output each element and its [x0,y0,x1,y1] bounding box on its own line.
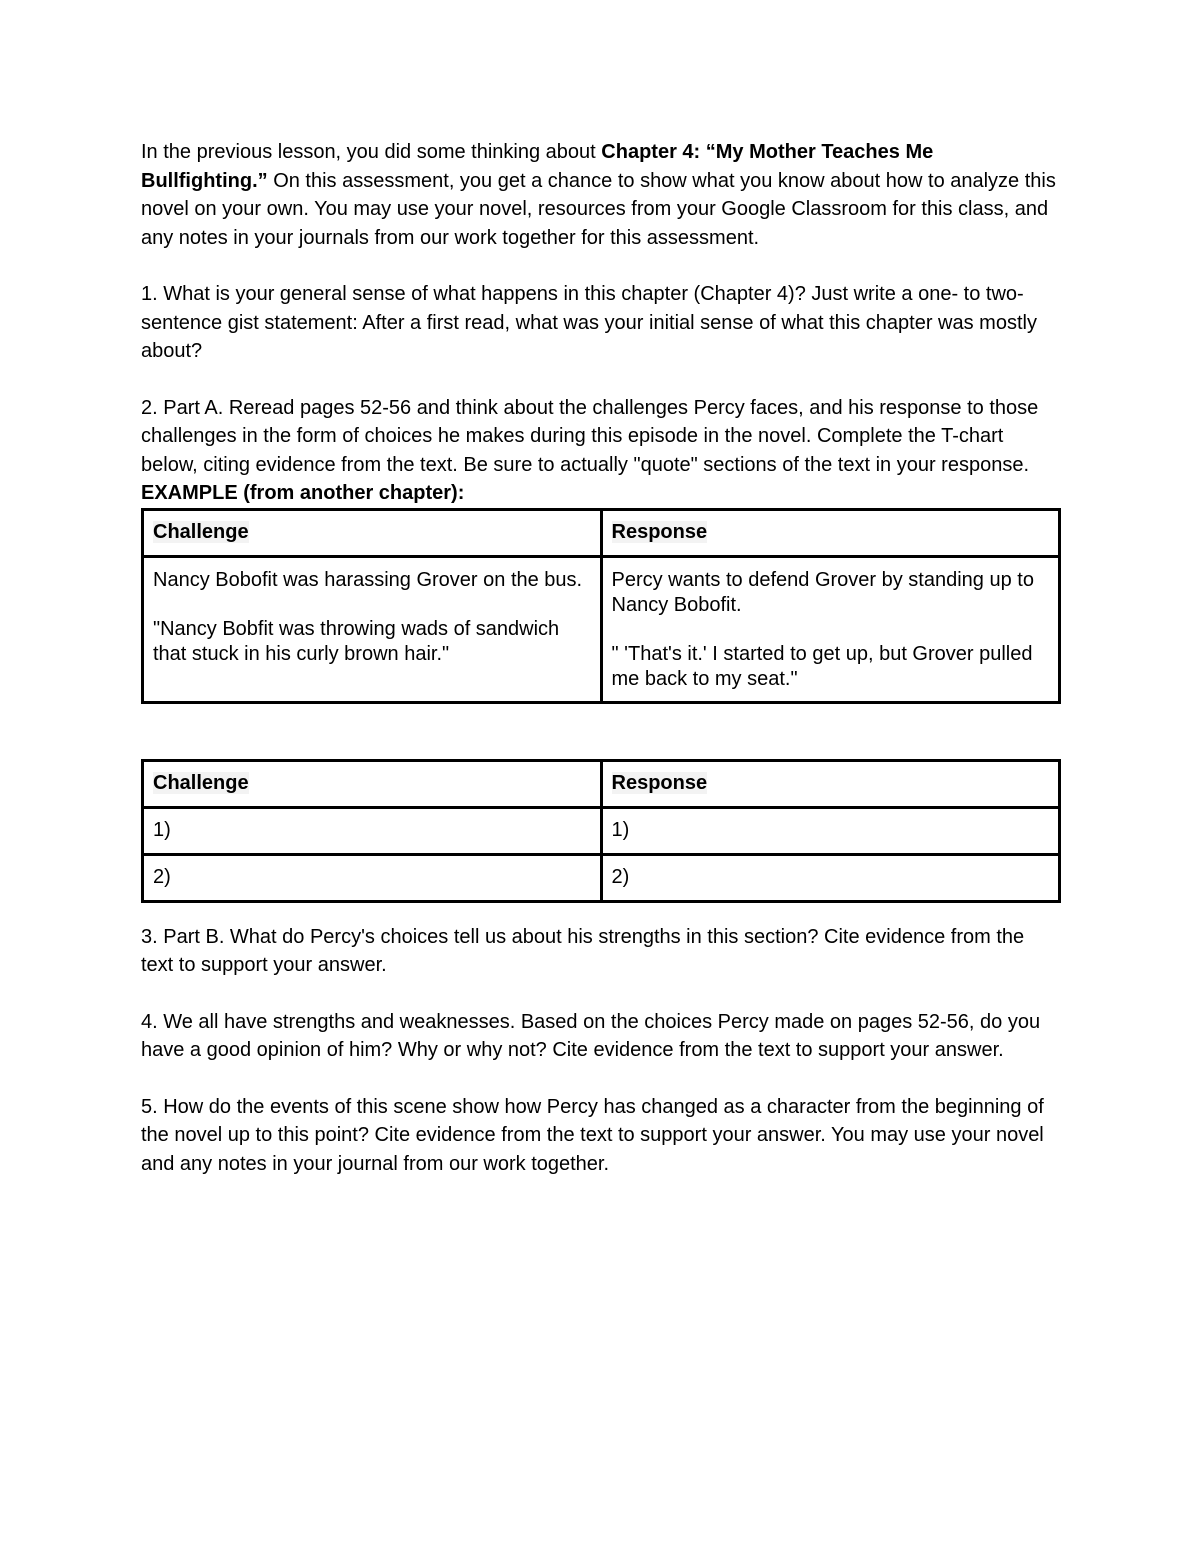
tchart-header-response: Response [601,760,1060,807]
tchart-header-challenge: Challenge [143,760,602,807]
tchart-response-2[interactable]: 2) [601,854,1060,901]
table-row [143,854,1060,901]
question-3: 3. Part B. What do Percy's choices tell us about his strengths in this section? Cite evidence from the text to support your answer. [141,925,1025,976]
question-1: 1. What is your general sense of what happens in this chapter (Chapter 4)? Just write a one- to two-sentence gist statement: After a first read, what was your initial sense of what this chapter was mostly about? [141,283,1037,362]
table-row [143,509,1060,556]
example-response-cell [601,556,1060,702]
intro-lead: In the previous lesson, you did some thinking about [141,141,602,163]
example-challenge-quote: "Nancy Bobfit was throwing wads of sandwich that stuck in his curly brown hair." [153,617,560,665]
intro-paragraph [141,138,1061,252]
example-challenge-cell [143,556,602,702]
intro-rest: On this assessment, you get a chance to show what you know about how to analyze this novel on your own. You may use your novel, resources from your Google Classroom for this class, and any notes in your journals from our work together for this assessment. [141,169,1056,249]
example-label: EXAMPLE (from another chapter): [141,482,465,504]
table-row [143,807,1060,854]
tchart-challenge-2[interactable]: 2) [143,854,602,901]
example-header-response: Response [601,509,1060,556]
example-challenge-summary: Nancy Bobofit was harassing Grover on the bus. [153,568,583,591]
tchart-challenge-1[interactable]: 1) [143,807,602,854]
example-response-quote: " 'That's it.' I started to get up, but Grover pulled me back to my seat." [611,642,1033,690]
document-page [141,138,1061,1178]
question-4: 4. We all have strengths and weaknesses. Based on the choices Percy made on pages 52-56, do you have a good opinion of him? Why or why not? Cite evidence from the text to support your answer. [141,1010,1041,1061]
answer-tchart [141,759,1061,903]
tchart-response-1[interactable]: 1) [601,807,1060,854]
question-5: 5. How do the events of this scene show how Percy has changed as a character from the beginning of the novel up to this point? Cite evidence from the text to support your answer. You may use your novel and any notes in your journal from our work together. [141,1095,1044,1175]
question-2: 2. Part A. Reread pages 52-56 and think about the challenges Percy faces, and his response to those challenges in the form of choices he makes during this episode in the novel. Complete the T-chart below, citing evidence from the text. Be sure to actually "quote" sections of the text in your response. [141,396,1039,476]
example-response-summary: Percy wants to defend Grover by standing up to Nancy Bobofit. [611,568,1034,616]
table-row [143,760,1060,807]
table-row [143,556,1060,702]
example-header-challenge: Challenge [143,509,602,556]
example-tchart [141,508,1061,704]
chapter-title: Chapter 4: “My Mother Teaches Me Bullfighting.” [141,141,934,192]
